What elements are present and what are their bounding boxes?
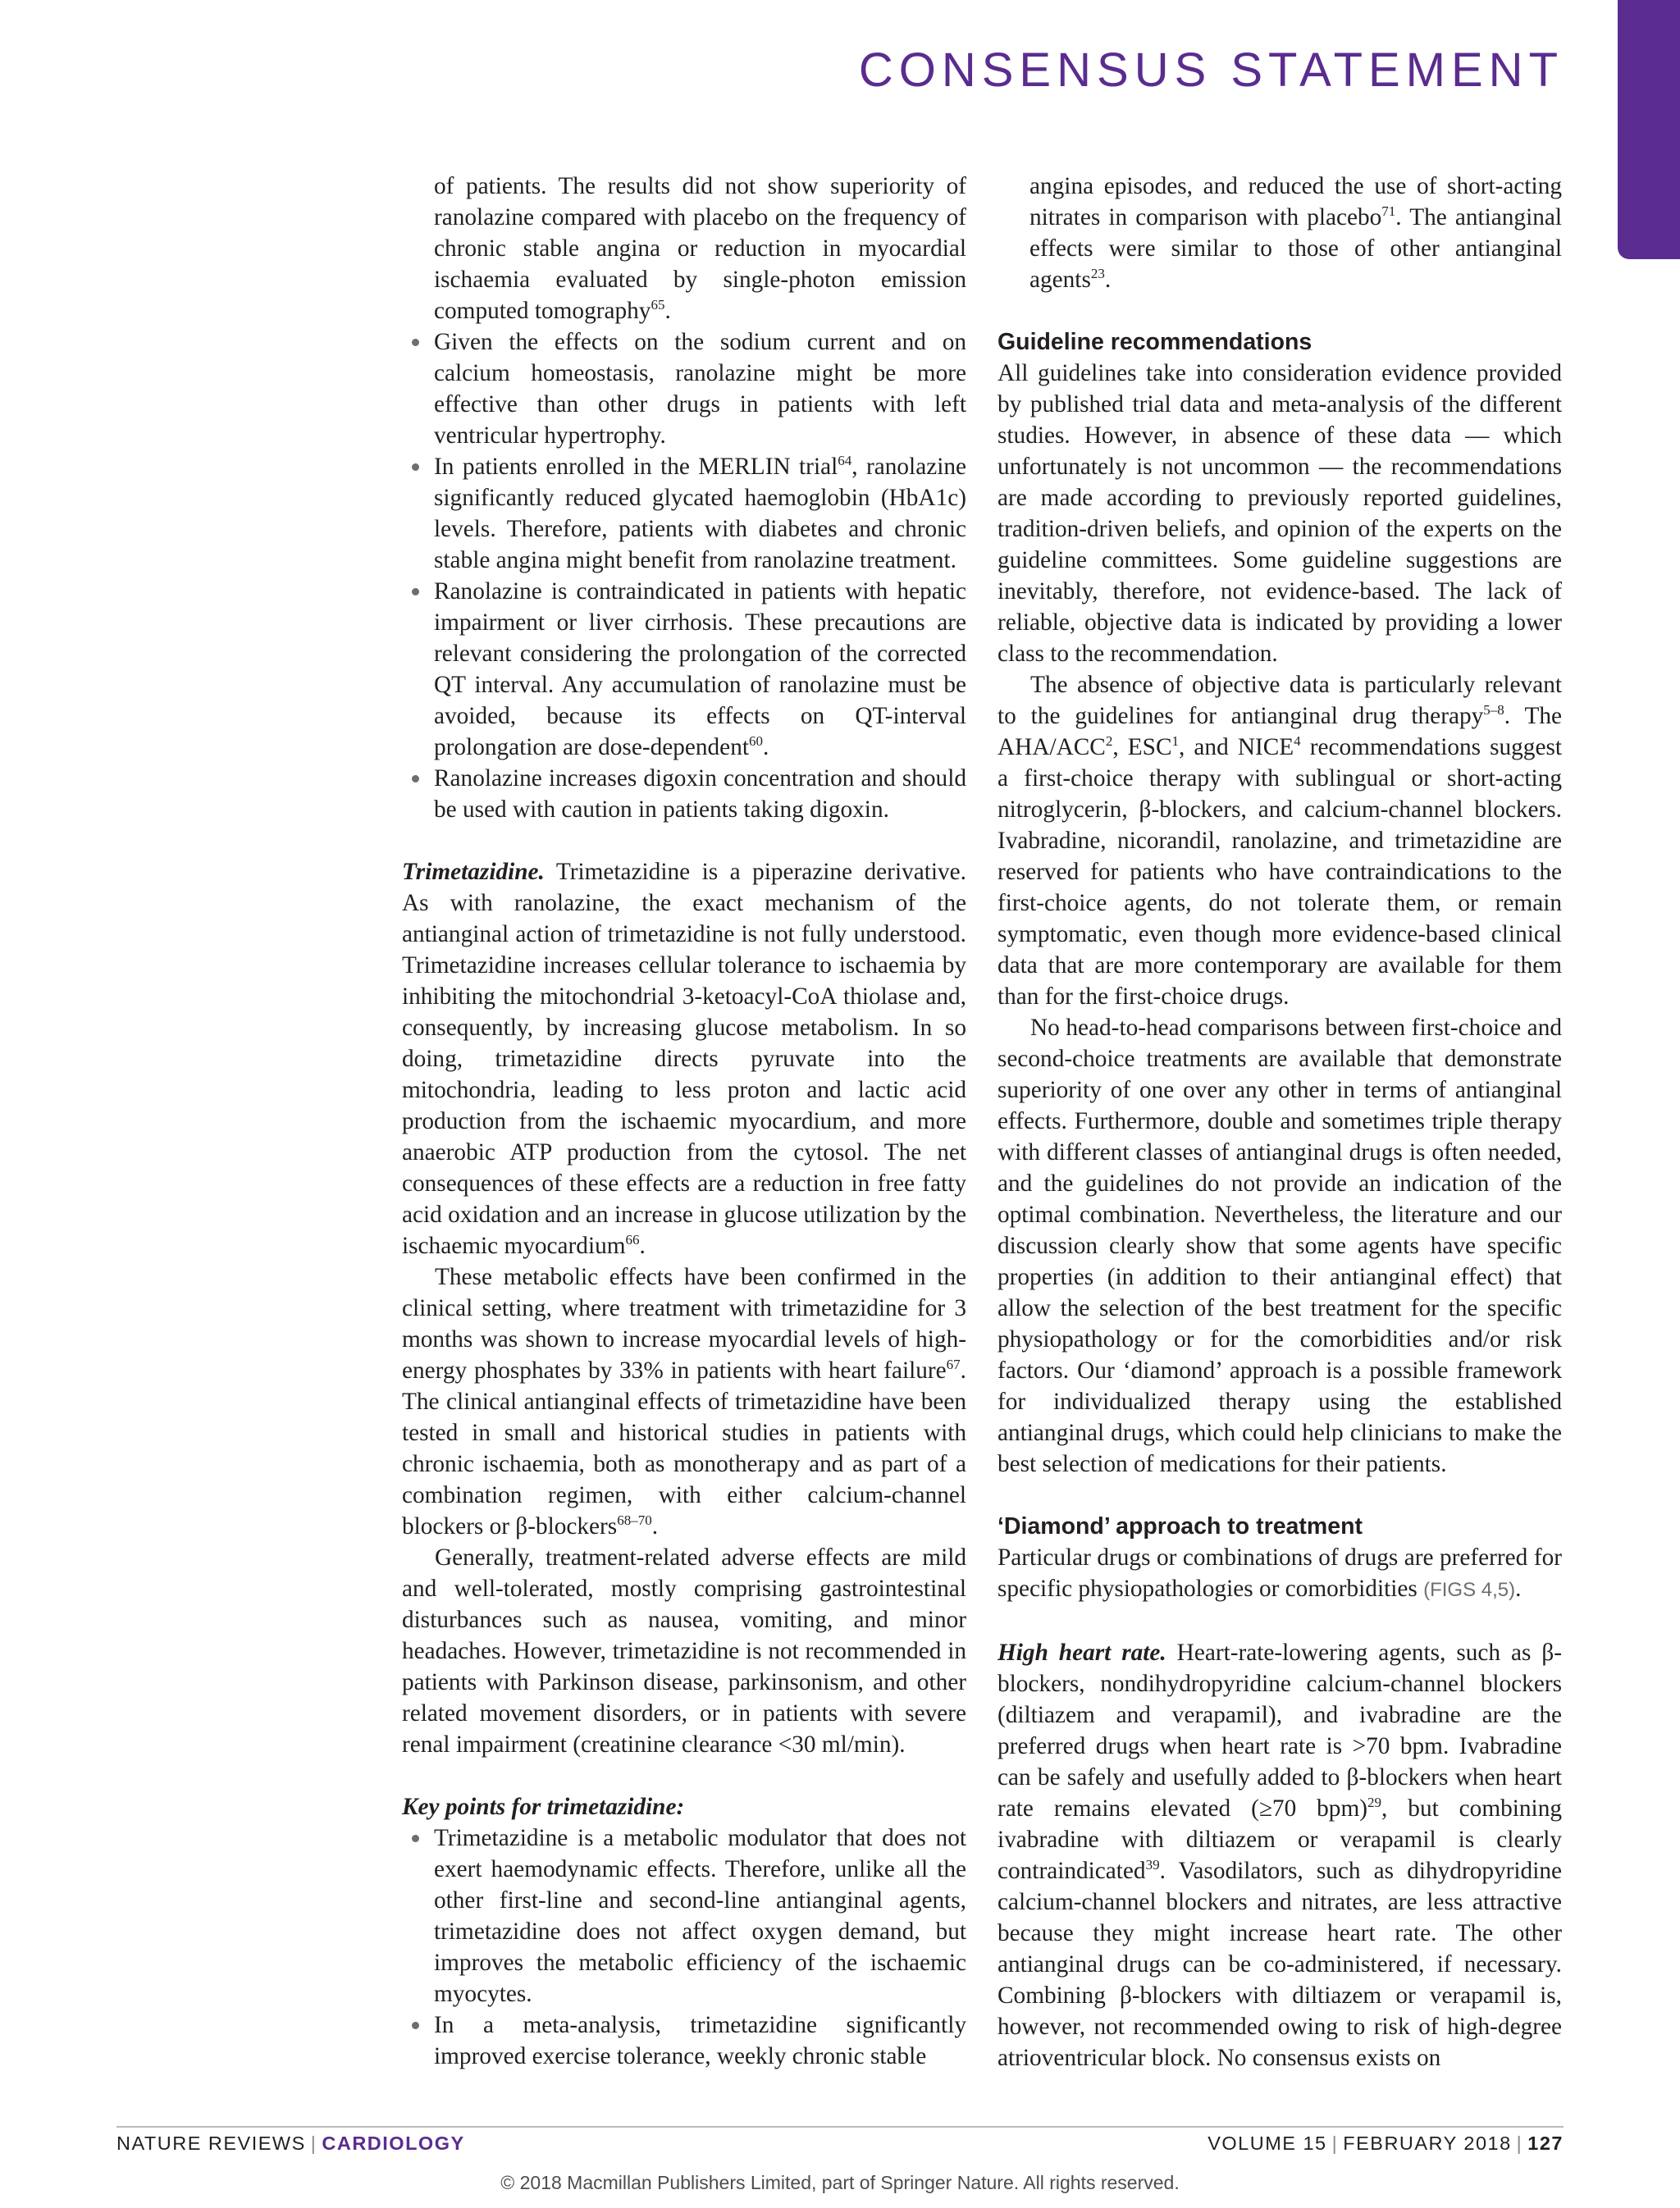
trimetazidine-paragraph: Trimetazidine. Trimetazidine is a piperazine derivative. As with ranolazine, the exact mechanism of the antianginal action of trimetazidine is not fully understood. Trimetazidine increases cellular tolerance to ischaemia by inhibiting the mitochondrial 3-ketoacyl-CoA thiolase and, consequently, by increasing glucose metabolism. In so doing, trimetazidine directs pyruvate into the mitochondria, leading to less proton and lactic acid production from the ischaemic myocardium, and more anaerobic ATP production from the cytosol. The net consequences of these effects are a reduction in free fatty acid oxidation and an increase in glucose utilization by the ischaemic myocardium$^{66}$.: [402, 859, 966, 1259]
citation[interactable]: 68–70: [617, 1512, 652, 1529]
section-heading-diamond: ‘Diamond’ approach to treatment: [998, 1513, 1363, 1540]
footer-journal-name: CARDIOLOGY: [322, 2133, 465, 2154]
footer-divider: [116, 2126, 1564, 2128]
diamond-paragraph: Particular drugs or combinations of drugs are preferred for specific physiopathologies or comorbidities (FIGS 4,5).: [998, 1544, 1562, 1602]
citation[interactable]: 39: [1145, 1857, 1160, 1873]
list-item: In a meta-analysis, trimetazidine significantly improved exercise tolerance, weekly chronic stable: [434, 2010, 966, 2072]
citation[interactable]: 29: [1367, 1795, 1382, 1811]
list-item: In patients enrolled in the MERLIN trial$^{64}$, ranolazine significantly reduced glycated haemoglobin (HbA1c) levels. Therefore, patients with diabetes and chronic stable angina might benefit from ranolazine treatment.: [434, 451, 966, 576]
figure-reference-link[interactable]: (FIGS 4,5): [1423, 1579, 1516, 1601]
page-header-title: CONSENSUS STATEMENT: [858, 43, 1564, 97]
page-number: 127: [1527, 2133, 1564, 2154]
citation[interactable]: 67: [946, 1357, 961, 1373]
citation[interactable]: 64: [838, 453, 852, 469]
bullet-icon: [412, 775, 419, 782]
key-points-list: [402, 1823, 966, 2072]
trimetazidine-paragraph: Generally, treatment-related adverse effects are mild and well-tolerated, mostly comprising gastrointestinal disturbances such as nausea, vomiting, and minor headaches. However, trimetazidine is not recommended in patients with Parkinson disease, parkinsonism, and other related movement disorders, or in patients with severe renal impairment (creatinine clearance <30 ml/min).: [402, 1544, 966, 1758]
guidelines-paragraph: All guidelines take into consideration evidence provided by published trial data and meta-analysis of the different studies. However, in absence of these data — which unfortunately is not uncommon — the recommendations are made according to previously reported guidelines, tradition-driven beliefs, and opinion of the experts on the guideline committees. Some guideline suggestions are inevitably, therefore, not evidence-based. The lack of reliable, objective data is indicated by providing a lower class to the recommendation.: [998, 360, 1562, 667]
guidelines-paragraph: No head-to-head comparisons between first-choice and second-choice treatments are available that demonstrate superiority of one over any other in terms of antianginal effects. Furthermore, double and sometimes triple therapy with different classes of antianginal drugs is often needed, and the guidelines do not provide an indication of the optimal combination. Nevertheless, the literature and our discussion clearly show that some agents have specific properties (in addition to their antianginal effect) that allow the selection of the best treatment for the specific physiopathology or for the comorbidities and/or risk factors. Our ‘diamond’ approach is a possible framework for individualized therapy using the established antianginal drugs, which could help clinicians to make the best selection of medications for their patients.: [998, 1015, 1562, 1477]
citation[interactable]: 2: [1105, 733, 1113, 750]
guidelines-paragraph: The absence of objective data is particularly relevant to the guidelines for antianginal drug therapy$^{5-8}$. The AHA/ACC$^2$, ESC$^1$, and NICE$^4$ recommendations suggest a first-choice therapy with sublingual or short-acting nitroglycerin, β-blockers, and calcium-channel blockers. Ivabradine, nicorandil, ranolazine, and trimetazidine are reserved for patients who have contraindications to the first-choice agents, do not tolerate them, or remain symptomatic, even though more evidence-based clinical data that are more contemporary are available for them than for the first-choice drugs.: [998, 672, 1563, 1010]
section-heading-guidelines: Guideline recommendations: [998, 329, 1312, 355]
left-column: [402, 171, 966, 2072]
key-points-heading: Key points for trimetazidine:: [402, 1794, 685, 1820]
citation[interactable]: 71: [1381, 203, 1396, 220]
citation[interactable]: 66: [625, 1232, 640, 1248]
citation[interactable]: 23: [1090, 266, 1105, 282]
list-item: Trimetazidine is a metabolic modulator that does not exert haemodynamic effects. Therefore, unlike all the other first-line and second-line antianginal agents, trimetazidine does not affect oxygen demand, but improves the metabolic efficiency of the ischaemic myocytes.: [434, 1823, 966, 2010]
citation[interactable]: 4: [1294, 733, 1301, 750]
copyright-notice: © 2018 Macmillan Publishers Limited, part of Springer Nature. All rights reserved.: [500, 2172, 1180, 2193]
bullet-icon: [412, 2022, 419, 2029]
list-item: Ranolazine increases digoxin concentration and should be used with caution in patients taking digoxin.: [434, 763, 966, 825]
ranolazine-bullet-list: [402, 326, 966, 825]
high-heart-rate-paragraph: High heart rate. Heart-rate-lowering agents, such as β-blockers, nondihydropyridine calcium-channel blockers (diltiazem and verapamil), and ivabradine are the preferred drugs when heart rate is >70 bpm. Ivabradine can be safely and usefully added to β-blockers when heart rate remains elevated (≥70 bpm)$^{29}$, but combining ivabradine with diltiazem or verapamil is clearly contraindicated$^{39}$. Vasodilators, such as dihydropyridine calcium-channel blockers and nitrates, are less attractive because they might increase heart rate. The other antianginal drugs can be co-administered, if necessary. Combining β-blockers with diltiazem or verapamil is, however, not recommended owing to risk of high-degree atrioventricular block. No consensus exists on: [998, 1640, 1562, 2071]
section-run-in-heading: Trimetazidine.: [402, 859, 545, 885]
bullet-icon: [412, 339, 419, 346]
citation[interactable]: 65: [651, 297, 665, 313]
footer-publication: NATURE REVIEWS | CARDIOLOGY: [116, 2133, 465, 2154]
footer-issue-info: VOLUME 15 | FEBRUARY 2018 | 127: [1208, 2133, 1564, 2154]
ranolazine-continuation: of patients. The results did not show superiority of ranolazine compared with placebo on the frequency of chronic stable angina or reduction in myocardial ischaemia evaluated by single-photon emission computed tomography$^{65}$.: [434, 173, 966, 324]
citation[interactable]: 1: [1171, 733, 1180, 750]
citation[interactable]: 5–8: [1483, 702, 1504, 719]
bullet-icon: [412, 588, 419, 595]
citation[interactable]: 60: [748, 733, 763, 750]
bullet-icon: [412, 463, 419, 471]
trimetazidine-paragraph: These metabolic effects have been confirmed in the clinical setting, where treatment with trimetazidine for 3 months was shown to increase myocardial levels of high-energy phosphates by 33% in patients with heart failure$^{67}$. The clinical antianginal effects of trimetazidine have been tested in small and historical studies in patients with chronic ischaemia, both as monotherapy and as part of a combination regimen, with either calcium-channel blockers or β-blockers$^{68-70}$.: [402, 1264, 966, 1540]
trimetazidine-continuation: angina episodes, and reduced the use of short-acting nitrates in comparison with placebo$^{71}$. The antianginal effects were similar to those of other antianginal agents$^{23}$.: [1029, 173, 1563, 293]
section-run-in-heading: High heart rate.: [998, 1640, 1166, 1666]
section-side-tab: [1618, 0, 1680, 259]
list-item: Ranolazine is contraindicated in patients with hepatic impairment or liver cirrhosis. These precautions are relevant considering the prolongation of the corrected QT interval. Any accumulation of ranolazine must be avoided, because its effects on QT-interval prolongation are dose-dependent$^{60}$.: [434, 576, 966, 763]
bullet-icon: [412, 1835, 419, 1842]
list-item: Given the effects on the sodium current and on calcium homeostasis, ranolazine might be more effective than other drugs in patients with left ventricular hypertrophy.: [434, 326, 966, 451]
right-column: [998, 171, 1562, 2073]
